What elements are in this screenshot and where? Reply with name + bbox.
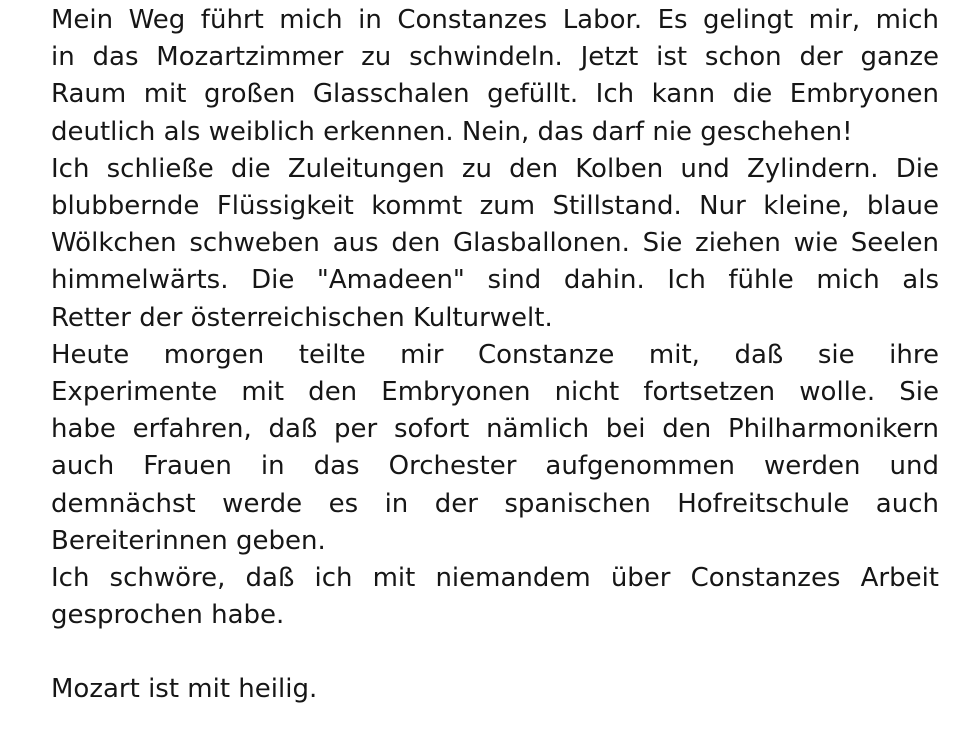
paragraph-5: [51, 671, 939, 708]
paragraph-3: [51, 337, 939, 560]
text-line: Retter der österreichischen Kulturwelt.: [51, 302, 553, 333]
text-line: Heute morgen teilte mir Constanze mit, daß sie ihre: [51, 339, 939, 370]
text-line: Bereiterinnen geben.: [51, 525, 326, 556]
text-line: demnächst werde es in der spanischen Hofreitschule auch: [51, 488, 939, 519]
paragraph-spacer: [51, 634, 939, 671]
text-line: blubbernde Flüssigkeit kommt zum Stillstand. Nur kleine, blaue: [51, 191, 939, 222]
text-line: deutlich als weiblich erkennen. Nein, das darf nie geschehen!: [51, 116, 853, 147]
text-line: Wölkchen schweben aus den Glasballonen. Sie ziehen wie Seelen: [51, 228, 939, 259]
text-line: Mein Weg führt mich in Constanzes Labor. Es gelingt mir, mich: [51, 5, 939, 35]
document-page: [51, 2, 939, 709]
paragraph-2: [51, 151, 939, 337]
paragraph-4: [51, 560, 939, 634]
text-line: Raum mit großen Glasschalen gefüllt. Ich kann die Embryonen: [51, 79, 939, 110]
text-line: habe erfahren, daß per sofort nämlich bei den Philharmonikern: [51, 414, 939, 445]
text-line: Ich schließe die Zuleitungen zu den Kolben und Zylindern. Die: [51, 153, 939, 184]
text-line: Ich schwöre, daß ich mit niemandem über Constanzes Arbeit: [51, 563, 939, 594]
paragraph-1: [51, 2, 939, 151]
text-line: in das Mozartzimmer zu schwindeln. Jetzt ist schon der ganze: [51, 42, 939, 73]
text-line: auch Frauen in das Orchester aufgenommen werden und: [51, 451, 939, 482]
text-line: Mozart ist mit heilig.: [51, 674, 318, 705]
text-line: Experimente mit den Embryonen nicht fortsetzen wolle. Sie: [51, 377, 939, 408]
text-line: gesprochen habe.: [51, 600, 285, 631]
text-line: himmelwärts. Die "Amadeen" sind dahin. Ich fühle mich als: [51, 265, 939, 296]
